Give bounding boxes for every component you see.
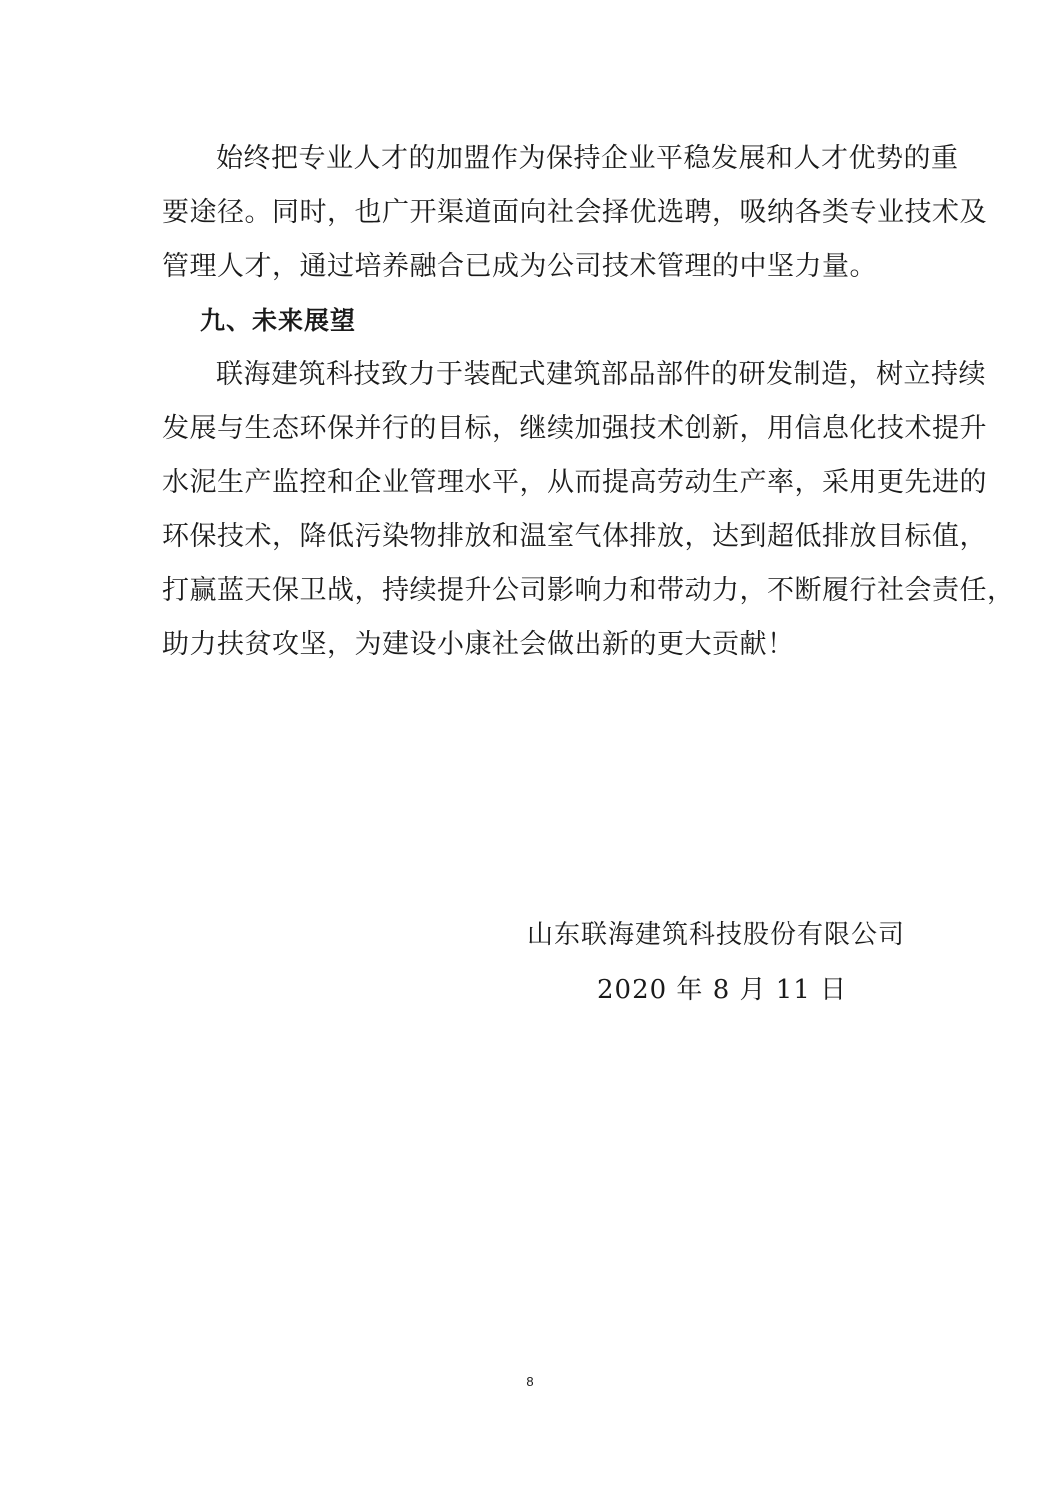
paragraph-line: 联海建筑科技致力于装配式建筑部品部件的研发制造，树立持续	[216, 359, 986, 390]
paragraph-line: 水泥生产监控和企业管理水平，从而提高劳动生产率，采用更先进的	[162, 467, 987, 498]
paragraph-line: 始终把专业人才的加盟作为保持企业平稳发展和人才优势的重	[216, 143, 959, 174]
paragraph-outlook	[162, 348, 1015, 672]
section-heading: 九、未来展望	[200, 306, 357, 335]
paragraph-line: 打赢蓝天保卫战，持续提升公司影响力和带动力，不断履行社会责任，	[162, 575, 1015, 606]
paragraph-line: 要途径。同时，也广开渠道面向社会择优选聘，吸纳各类专业技术及	[162, 197, 987, 228]
paragraph-line: 发展与生态环保并行的目标，继续加强技术创新，用信息化技术提升	[162, 413, 987, 444]
signature-company: 山东联海建筑科技股份有限公司	[527, 920, 906, 950]
paragraph-line: 管理人才，通过培养融合已成为公司技术管理的中坚力量。	[162, 251, 877, 282]
page-body	[162, 132, 1015, 672]
paragraph-line: 环保技术，降低污染物排放和温室气体排放，达到超低排放目标值，	[162, 521, 987, 552]
signature-date: 2020 年 8 月 11 日	[597, 975, 848, 1005]
paragraph-talent	[162, 132, 987, 294]
page-number: 8	[526, 1374, 534, 1389]
paragraph-line: 助力扶贫攻坚，为建设小康社会做出新的更大贡献！	[162, 629, 795, 660]
